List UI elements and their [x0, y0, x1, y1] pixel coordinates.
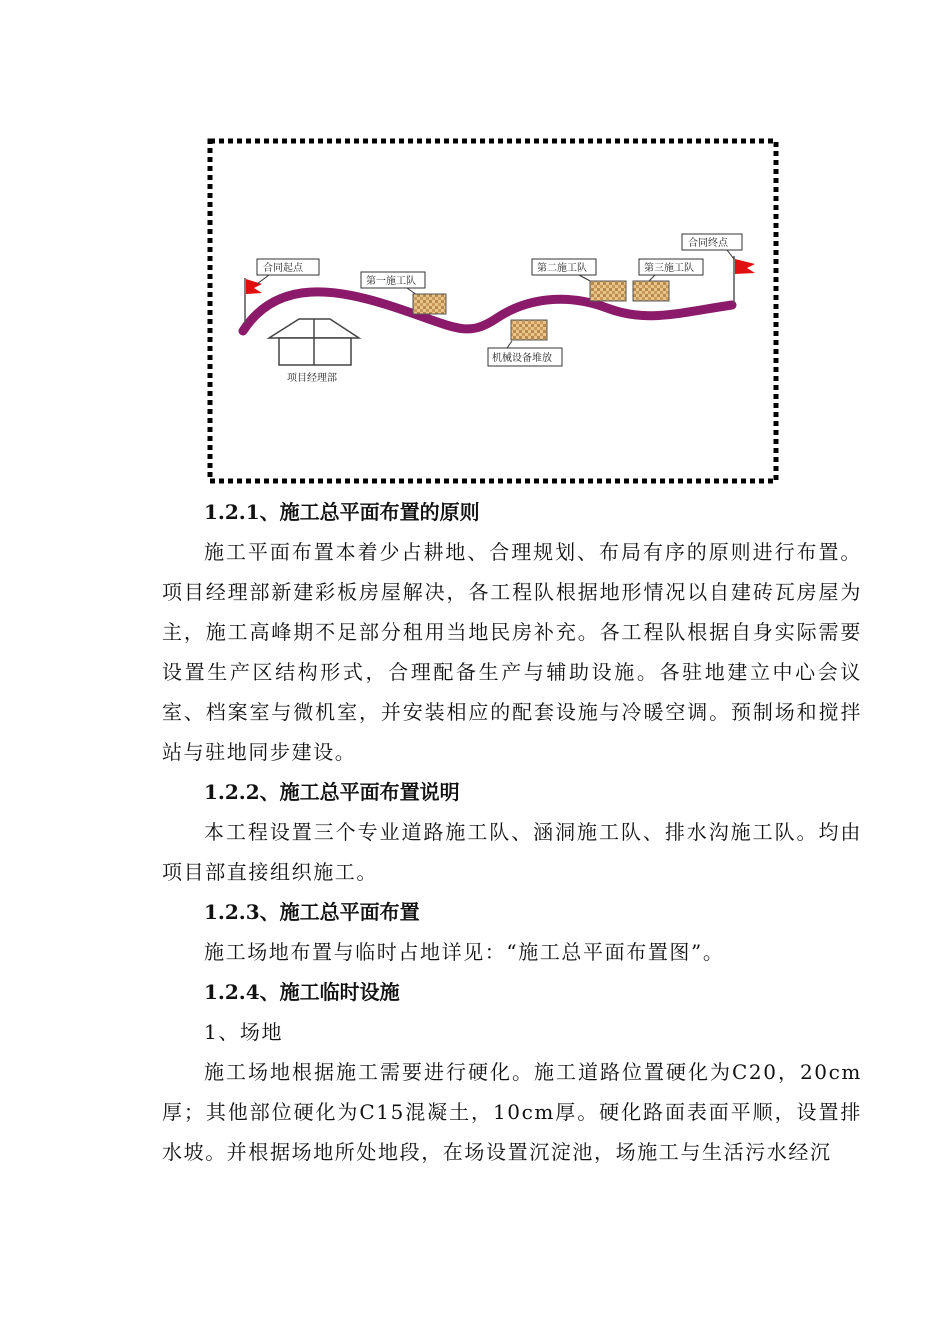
equipment-label: 机械设备堆放 [492, 353, 552, 364]
end-label: 合同终点 [688, 238, 728, 249]
team3-callout [633, 259, 703, 301]
section-paragraph-4: 施工场地根据施工需要进行硬化。施工道路位置硬化为C20，20cm厚；其他部位硬化为C15混凝土，10cm厚。硬化路面表面平顺，设置排水坡。并根据场地所处地段，在场设置沉淀池，场施工与生活污水经沉 [162, 1060, 862, 1164]
office-label: 项目经理部 [287, 373, 337, 384]
office-house [269, 319, 359, 365]
section-paragraph-2: 本工程设置三个专业道路施工队、涵洞施工队、排水沟施工队。均由项目部直接组织施工。 [162, 820, 862, 884]
subsection-title: 1、场地 [204, 1020, 284, 1044]
equipment-yard [511, 320, 547, 340]
section-heading-3: 1.2.3、施工总平面布置 [204, 900, 420, 924]
document-body [162, 492, 862, 1172]
team1-label: 第一施工队 [366, 276, 416, 287]
team2-callout [532, 259, 626, 301]
section-heading-1: 1.2.1、施工总平面布置的原则 [204, 500, 480, 524]
team2-label: 第二施工队 [537, 263, 587, 274]
equipment-callout [488, 320, 562, 366]
section-paragraph-1: 施工平面布置本着少占耕地、合理规划、布局有序的原则进行布置。项目经理部新建彩板房屋解决，各工程队根据地形情况以自建砖瓦房屋为主，施工高峰期不足部分租用当地民房补充。各工程队根据自身实际需要设置生产区结构形式，合理配备生产与辅助设施。各驻地建立中心会议室、档案室与微机室，并安装相应的配套设施与冷暖空调。预制场和搅拌站与驻地同步建设。 [162, 540, 862, 764]
team1-camp [413, 294, 446, 314]
site-layout-diagram [207, 138, 779, 484]
team3-label: 第三施工队 [644, 263, 694, 274]
team3-camp [633, 281, 669, 301]
section-heading-2: 1.2.2、施工总平面布置说明 [204, 780, 460, 804]
start-label: 合同起点 [263, 263, 303, 274]
section-paragraph-3: 施工场地布置与临时占地详见：“施工总平面布置图”。 [204, 940, 725, 964]
start-callout [257, 259, 319, 284]
team2-camp [590, 281, 626, 301]
end-callout [682, 234, 742, 259]
section-heading-4: 1.2.4、施工临时设施 [204, 980, 400, 1004]
end-flag [734, 256, 755, 303]
